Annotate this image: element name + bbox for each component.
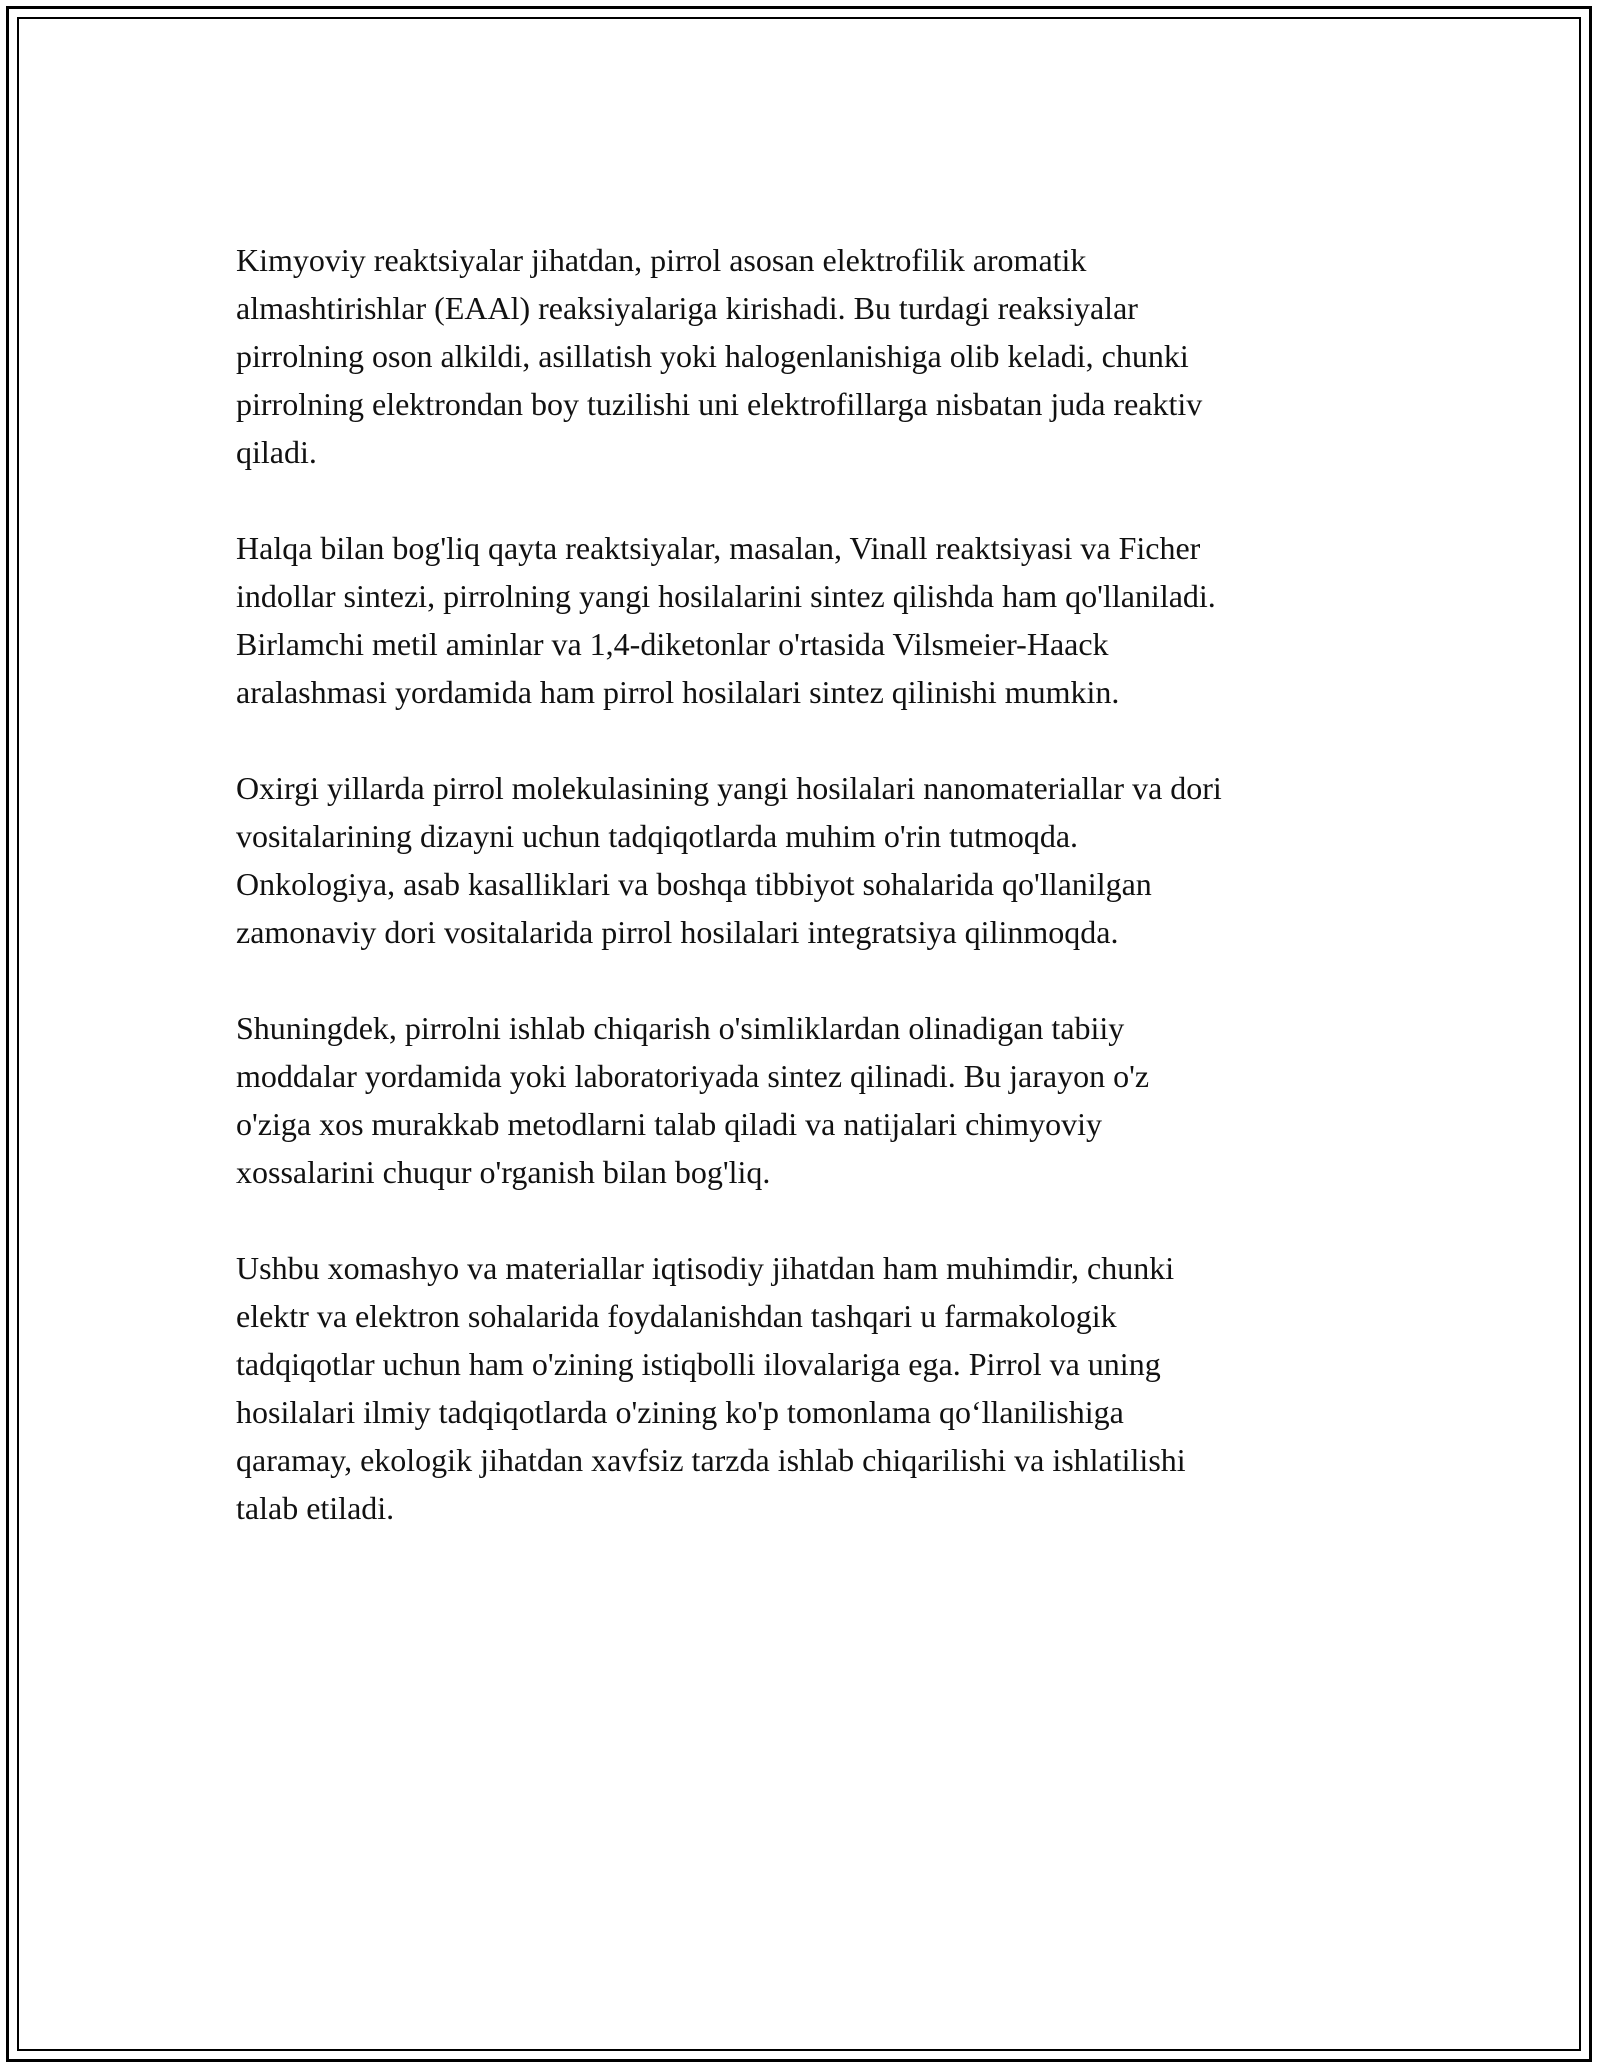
text-line: vositalarining dizayni uchun tadqiqotlarda muhim o'rin tutmoqda. bbox=[236, 818, 1079, 854]
text-line: Oxirgi yillarda pirrol molekulasining yangi hosilalari nanomateriallar va dori bbox=[236, 770, 1222, 806]
text-line: aralashmasi yordamida ham pirrol hosilalari sintez qilinishi mumkin. bbox=[236, 674, 1120, 710]
document-body bbox=[236, 236, 1386, 1580]
text-line: Shuningdek, pirrolni ishlab chiqarish o'simliklardan olinadigan tabiiy bbox=[236, 1010, 1125, 1046]
text-line: tadqiqotlar uchun ham o'zining istiqbolli ilovalariga ega. Pirrol va uning bbox=[236, 1346, 1161, 1382]
text-line: elektr va elektron sohalarida foydalanishdan tashqari u farmakologik bbox=[236, 1298, 1117, 1334]
text-line: talab etiladi. bbox=[236, 1490, 395, 1526]
text-line: xossalarini chuqur o'rganish bilan bog'liq. bbox=[236, 1154, 771, 1190]
text-line: indollar sintezi, pirrolning yangi hosilalarini sintez qilishda ham qo'llaniladi. bbox=[236, 578, 1216, 614]
paragraph-3 bbox=[236, 764, 1386, 956]
text-line: o'ziga xos murakkab metodlarni talab qiladi va natijalari chimyoviy bbox=[236, 1106, 1102, 1142]
text-line: pirrolning oson alkildi, asillatish yoki halogenlanishiga olib keladi, chunki bbox=[236, 338, 1189, 374]
text-line: pirrolning elektrondan boy tuzilishi uni elektrofillarga nisbatan juda reaktiv bbox=[236, 386, 1203, 422]
text-line: hosilalari ilmiy tadqiqotlarda o'zining ko'p tomonlama qo‘llanilishiga bbox=[236, 1394, 1124, 1430]
paragraph-2 bbox=[236, 524, 1386, 716]
text-line: Onkologiya, asab kasalliklari va boshqa tibbiyot sohalarida qo'llanilgan bbox=[236, 866, 1152, 902]
paragraph-1 bbox=[236, 236, 1386, 476]
text-line: Halqa bilan bog'liq qayta reaktsiyalar, masalan, Vinall reaktsiyasi va Ficher bbox=[236, 530, 1201, 566]
text-line: Kimyoviy reaktsiyalar jihatdan, pirrol asosan elektrofilik aromatik bbox=[236, 242, 1087, 278]
text-line: qiladi. bbox=[236, 434, 317, 470]
text-line: Birlamchi metil aminlar va 1,4-diketonlar o'rtasida Vilsmeier-Haack bbox=[236, 626, 1109, 662]
text-line: almashtirishlar (EAAl) reaksiyalariga kirishadi. Bu turdagi reaksiyalar bbox=[236, 290, 1138, 326]
text-line: zamonaviy dori vositalarida pirrol hosilalari integratsiya qilinmoqda. bbox=[236, 914, 1119, 950]
paragraph-4 bbox=[236, 1004, 1386, 1196]
text-line: moddalar yordamida yoki laboratoriyada sintez qilinadi. Bu jarayon o'z bbox=[236, 1058, 1150, 1094]
text-line: Ushbu xomashyo va materiallar iqtisodiy jihatdan ham muhimdir, chunki bbox=[236, 1250, 1175, 1286]
text-line: qaramay, ekologik jihatdan xavfsiz tarzda ishlab chiqarilishi va ishlatilishi bbox=[236, 1442, 1186, 1478]
paragraph-5 bbox=[236, 1244, 1386, 1532]
